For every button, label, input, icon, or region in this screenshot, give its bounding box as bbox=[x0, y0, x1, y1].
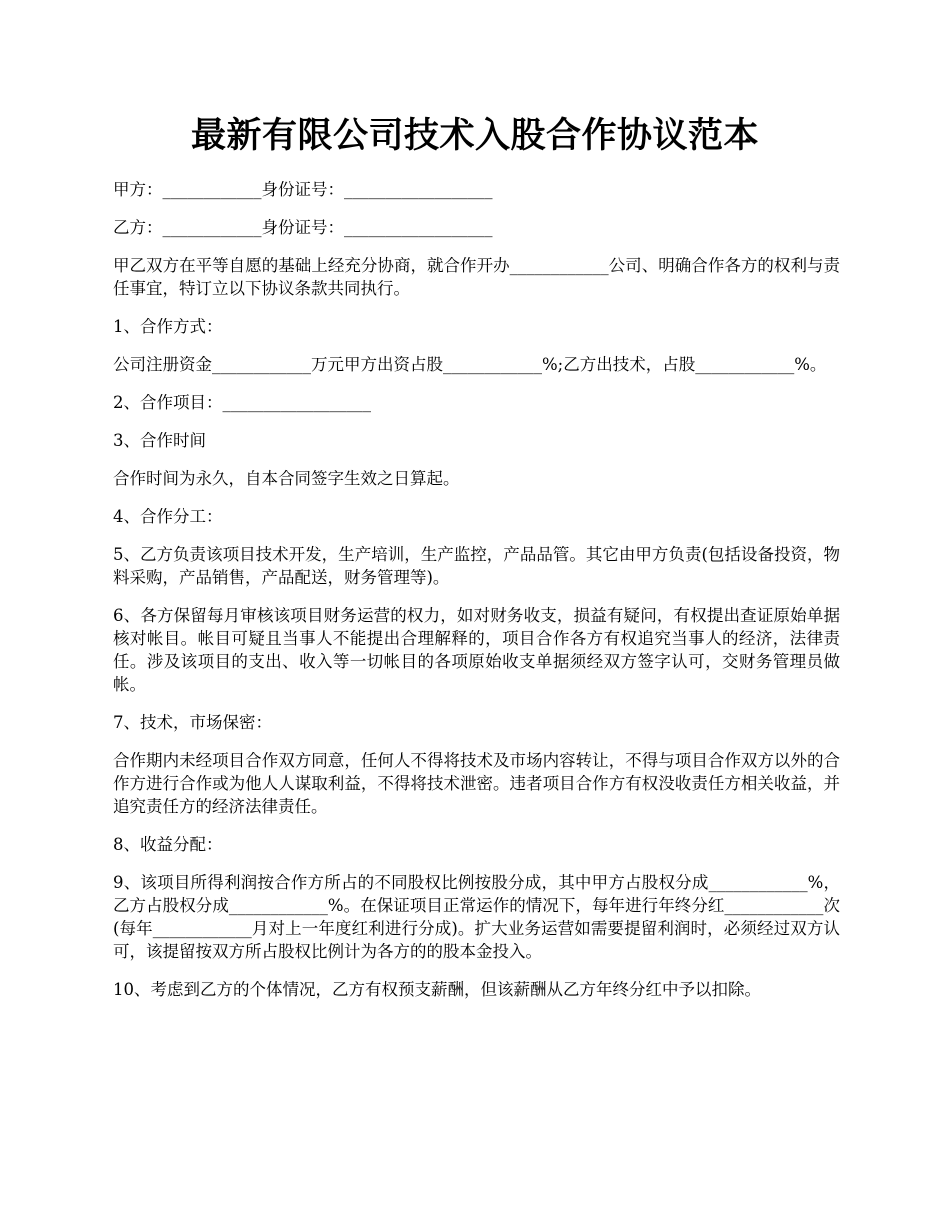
section-9-paragraph: 9、该项目所得利润按合作方所占的不同股权比例按股分成，其中甲方占股权分成____________%，乙方占股权分成____________%。在保证项目正常运作的情况下，每年进行年终分红____________次(每年____________月对上一年度红利进行分成)。扩大业务运营如需要提留利润时，必须经过双方认可，该提留按双方所占股权比例计为各方的的股本金投入。 bbox=[113, 873, 840, 961]
section-6-paragraph: 6、各方保留每月审核该项目财务运营的权力，如对财务收支，损益有疑问，有权提出查证原始单据核对帐目。帐目可疑且当事人不能提出合理解释的，项目合作各方有权追究当事人的经济，法律责任。涉及该项目的支出、收入等一切帐目的各项原始收支单据须经双方签字认可，交财务管理员做帐。 bbox=[113, 606, 840, 694]
section-8-heading: 8、收益分配： bbox=[113, 835, 223, 854]
party-a-line: 甲方：____________身份证号：__________________ bbox=[113, 180, 493, 199]
party-b-line: 乙方：____________身份证号：__________________ bbox=[113, 218, 493, 237]
section-1-heading: 1、合作方式： bbox=[113, 317, 223, 336]
section-10-paragraph: 10、考虑到乙方的个体情况，乙方有权预支薪酬，但该薪酬从乙方年终分红中予以扣除。 bbox=[113, 980, 761, 999]
section-4-heading: 4、合作分工： bbox=[113, 507, 223, 526]
section-1-body: 公司注册资金____________万元甲方出资占股____________%;乙方出技术，占股____________%。 bbox=[113, 355, 827, 374]
document-title: 最新有限公司技术入股合作协议范本 bbox=[190, 115, 759, 156]
preamble-paragraph: 甲乙双方在平等自愿的基础上经充分协商，就合作开办____________公司、明确合作各方的权利与责任事宜，特订立以下协议条款共同执行。 bbox=[113, 256, 840, 298]
section-3-heading: 3、合作时间 bbox=[113, 431, 206, 450]
section-7-heading: 7、技术，市场保密： bbox=[113, 713, 272, 732]
section-2-heading: 2、合作项目：__________________ bbox=[113, 393, 371, 412]
section-5-paragraph: 5、乙方负责该项目技术开发，生产培训，生产监控，产品品管。其它由甲方负责(包括设备投资，物料采购，产品销售，产品配送，财务管理等)。 bbox=[113, 545, 840, 587]
section-7-body: 合作期内未经项目合作双方同意，任何人不得将技术及市场内容转让，不得与项目合作双方以外的合作方进行合作或为他人人谋取利益，不得将技术泄密。违者项目合作方有权没收责任方相关收益，并追究责任方的经济法律责任。 bbox=[113, 751, 840, 816]
section-3-body: 合作时间为永久，自本合同签字生效之日算起。 bbox=[113, 469, 460, 488]
document-body bbox=[113, 178, 840, 1016]
